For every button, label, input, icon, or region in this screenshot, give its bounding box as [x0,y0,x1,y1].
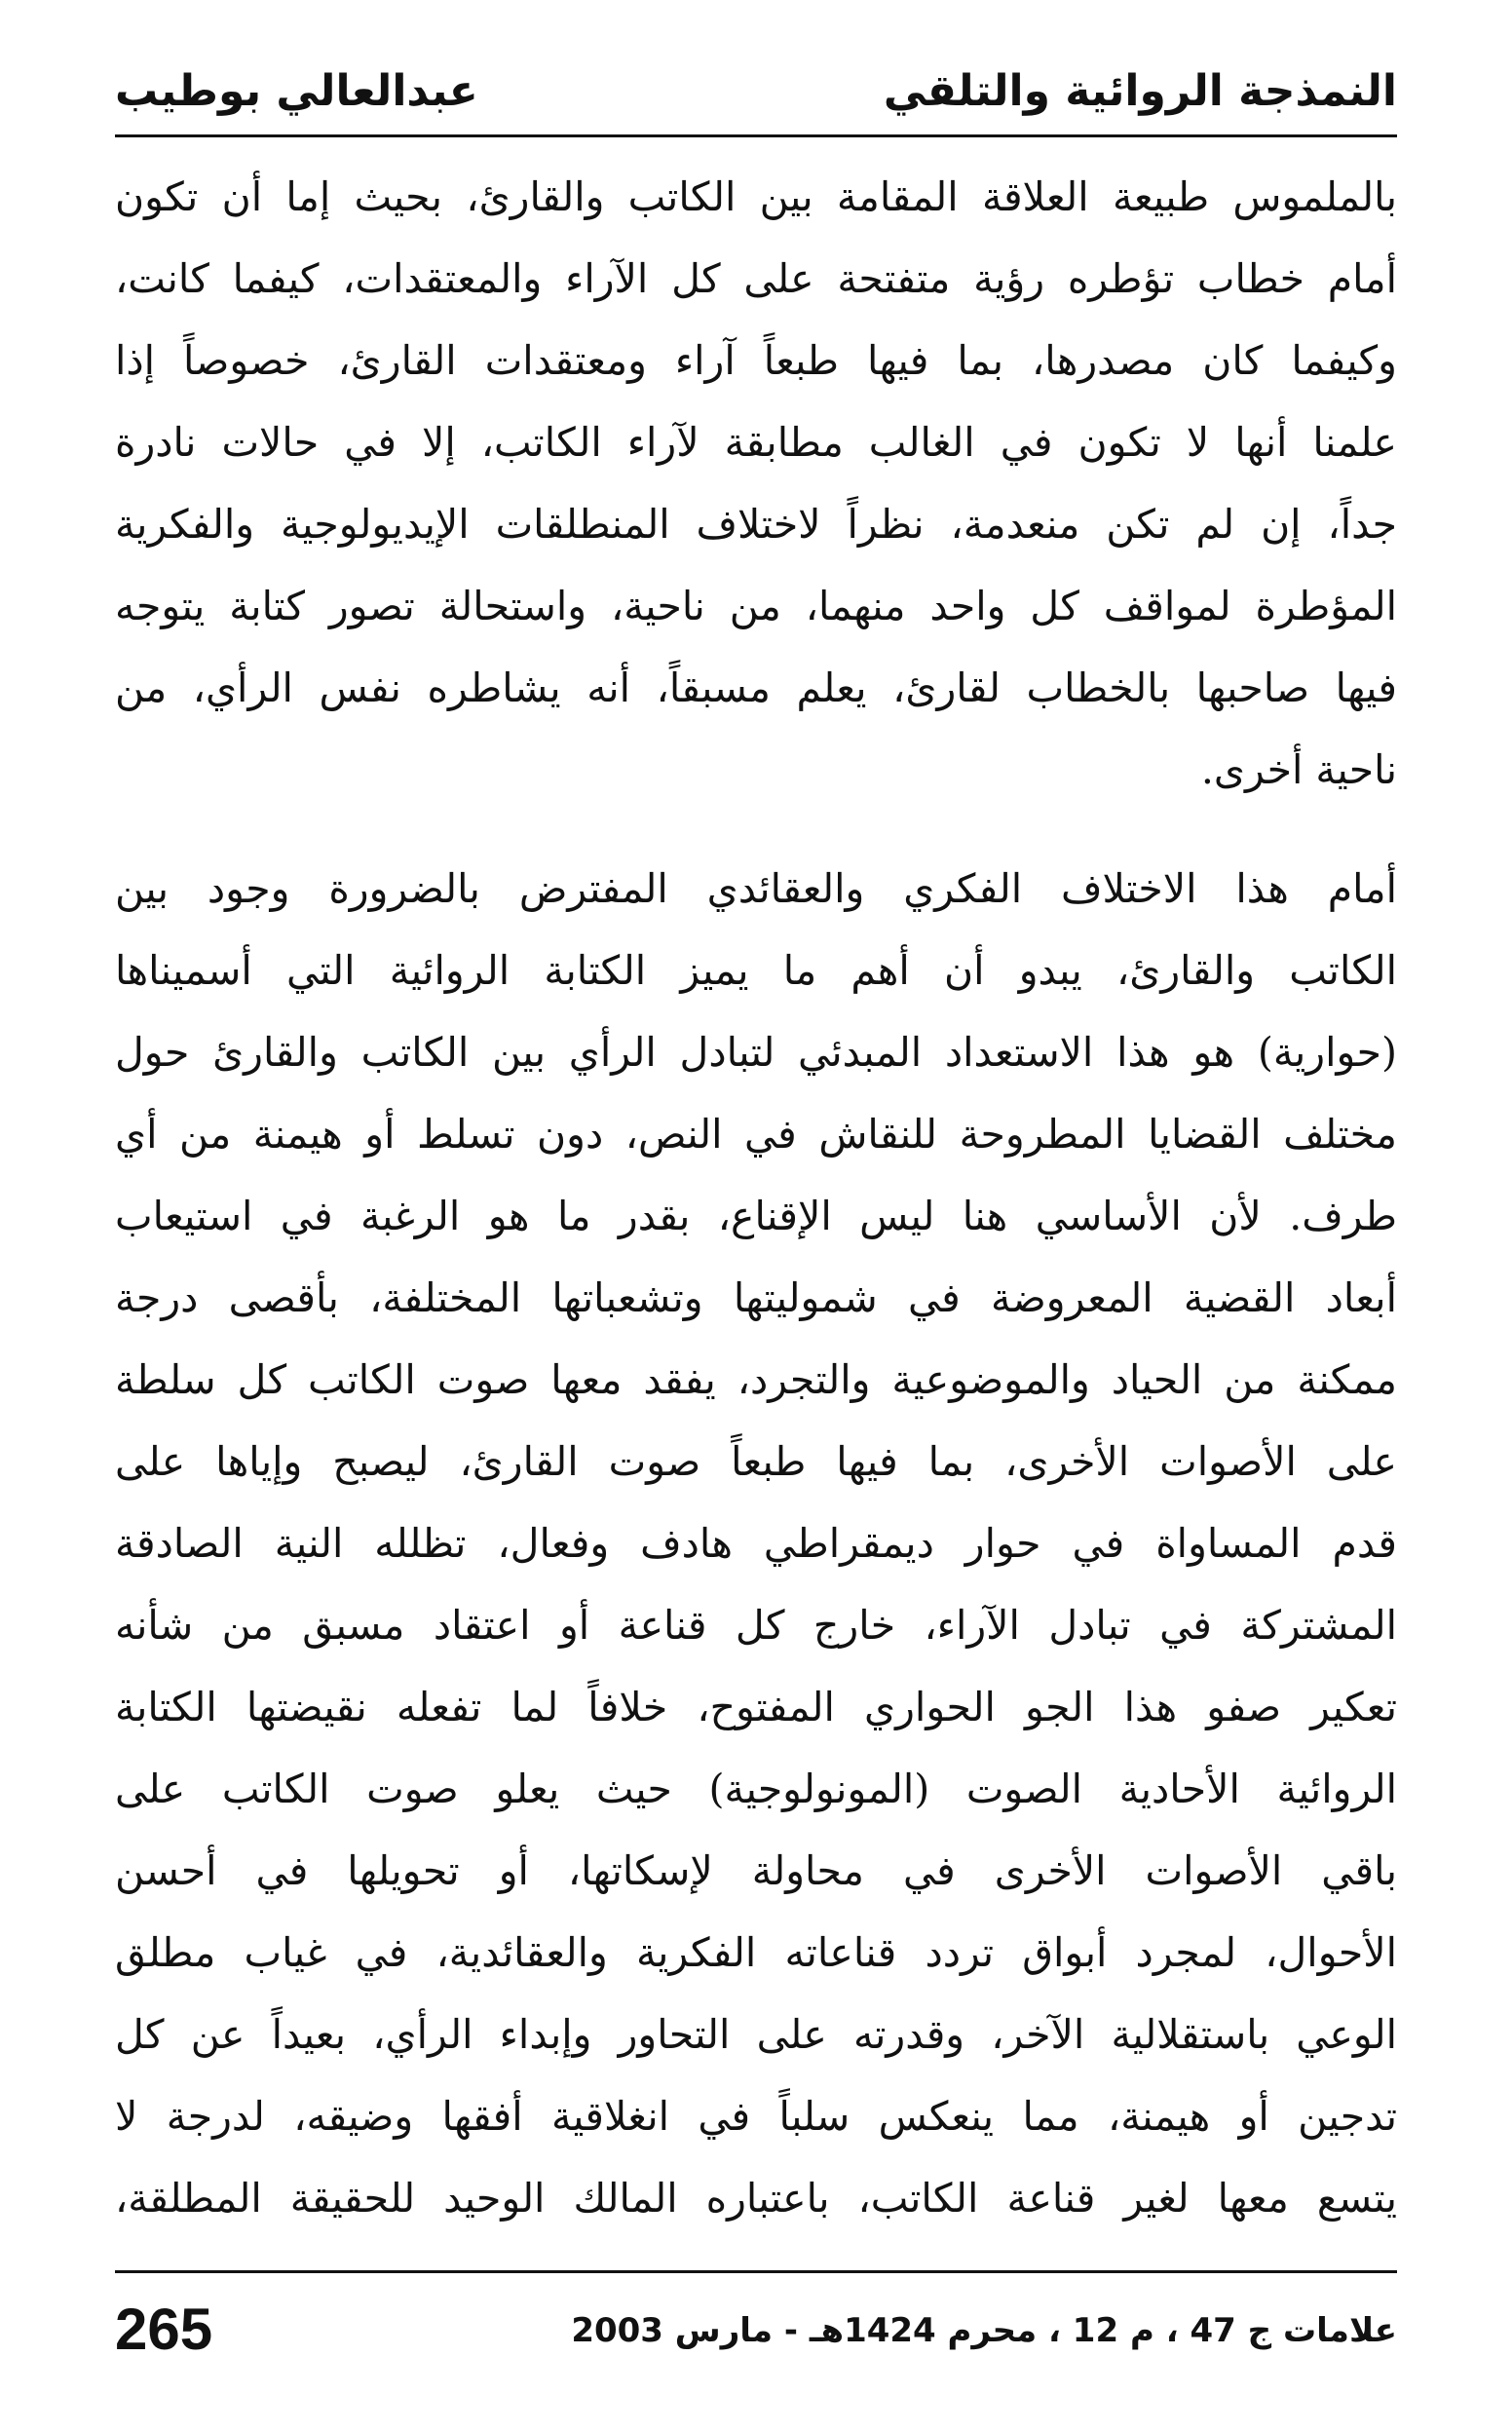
paragraph-2 [115,848,1397,2239]
running-author: عبدالعالي بوطيب [115,66,478,116]
body-text [115,156,1397,2239]
text-line: (حوارية) هو هذا الاستعداد المبدئي لتبادل الرأي بين الكاتب والقارئ حول [115,1029,1397,1076]
text-line: على الأصوات الأخرى، بما فيها طبعاً صوت القارئ، ليصبح وإياها على [115,1438,1397,1485]
journal-reference: علامات ج 47 ، م 12 ، محرم 1424هـ - مارس 2003 [571,2311,1397,2350]
paragraph-1 [115,156,1397,811]
text-line: أمام خطاب تؤطره رؤية متفتحة على كل الآراء والمعتقدات، كيفما كانت، [115,255,1397,302]
text-line: أمام هذا الاختلاف الفكري والعقائدي المفترض بالضرورة وجود بين [115,865,1397,912]
text-line: تعكير صفو هذا الجو الحواري المفتوح، خلافاً لما تفعله نقيضتها الكتابة [115,1684,1397,1730]
footer-rule [115,2270,1397,2273]
text-line: الأحوال، لمجرد أبواق تردد قناعاته الفكرية والعقائدية، في غياب مطلق [115,1929,1397,1976]
text-line: الكاتب والقارئ، يبدو أن أهم ما يميز الكتابة الروائية التي أسميناها [115,947,1397,994]
text-line: الروائية الأحادية الصوت (المونولوجية) حيث يعلو صوت الكاتب على [115,1766,1397,1812]
text-line: جداً، إن لم تكن منعدمة، نظراً لاختلاف المنطلقات الإيديولوجية والفكرية [115,501,1397,548]
text-line: قدم المساواة في حوار ديمقراطي هادف وفعال، تظلله النية الصادقة [115,1520,1397,1567]
text-line: ناحية أخرى. [1200,746,1397,793]
running-title: النمذجة الروائية والتلقي [883,66,1397,116]
text-line: علمنا أنها لا تكون في الغالب مطابقة لآراء الكاتب، إلا في حالات نادرة [115,419,1397,466]
text-line: ممكنة من الحياد والموضوعية والتجرد، يفقد معها صوت الكاتب كل سلطة [115,1356,1397,1403]
text-line: بالملموس طبيعة العلاقة المقامة بين الكاتب والقارئ، بحيث إما أن تكون [115,173,1397,220]
text-line: باقي الأصوات الأخرى في محاولة لإسكاتها، أو تحويلها في أحسن [115,1847,1397,1894]
text-line: الوعي باستقلالية الآخر، وقدرته على التحاور وإبداء الرأي، بعيداً عن كل [115,2011,1397,2058]
running-footer [115,2290,1397,2377]
text-line: يتسع معها لغير قناعة الكاتب، باعتباره المالك الوحيد للحقيقة المطلقة، [115,2175,1397,2222]
running-header [115,47,1397,134]
text-line: مختلف القضايا المطروحة للنقاش في النص، دون تسلط أو هيمنة من أي [115,1111,1397,1158]
text-line: أبعاد القضية المعروضة في شموليتها وتشعباتها المختلفة، بأقصى درجة [115,1274,1397,1321]
text-line: تدجين أو هيمنة، مما ينعكس سلباً في انغلاقية أفقها وضيقه، لدرجة لا [115,2093,1397,2140]
text-line: طرف. لأن الأساسي هنا ليس الإقناع، بقدر ما هو الرغبة في استيعاب [115,1193,1397,1239]
text-line: فيها صاحبها بالخطاب لقارئ، يعلم مسبقاً، أنه يشاطره نفس الرأي، من [115,665,1397,711]
text-line: المؤطرة لمواقف كل واحد منهما، من ناحية، واستحالة تصور كتابة يتوجه [115,583,1397,629]
text-line: وكيفما كان مصدرها، بما فيها طبعاً آراء ومعتقدات القارئ، خصوصاً إذا [115,337,1397,384]
text-line: المشتركة في تبادل الآراء، خارج كل قناعة أو اعتقاد مسبق من شأنه [115,1602,1397,1649]
header-rule [115,134,1397,137]
page-number: 265 [115,2297,213,2362]
